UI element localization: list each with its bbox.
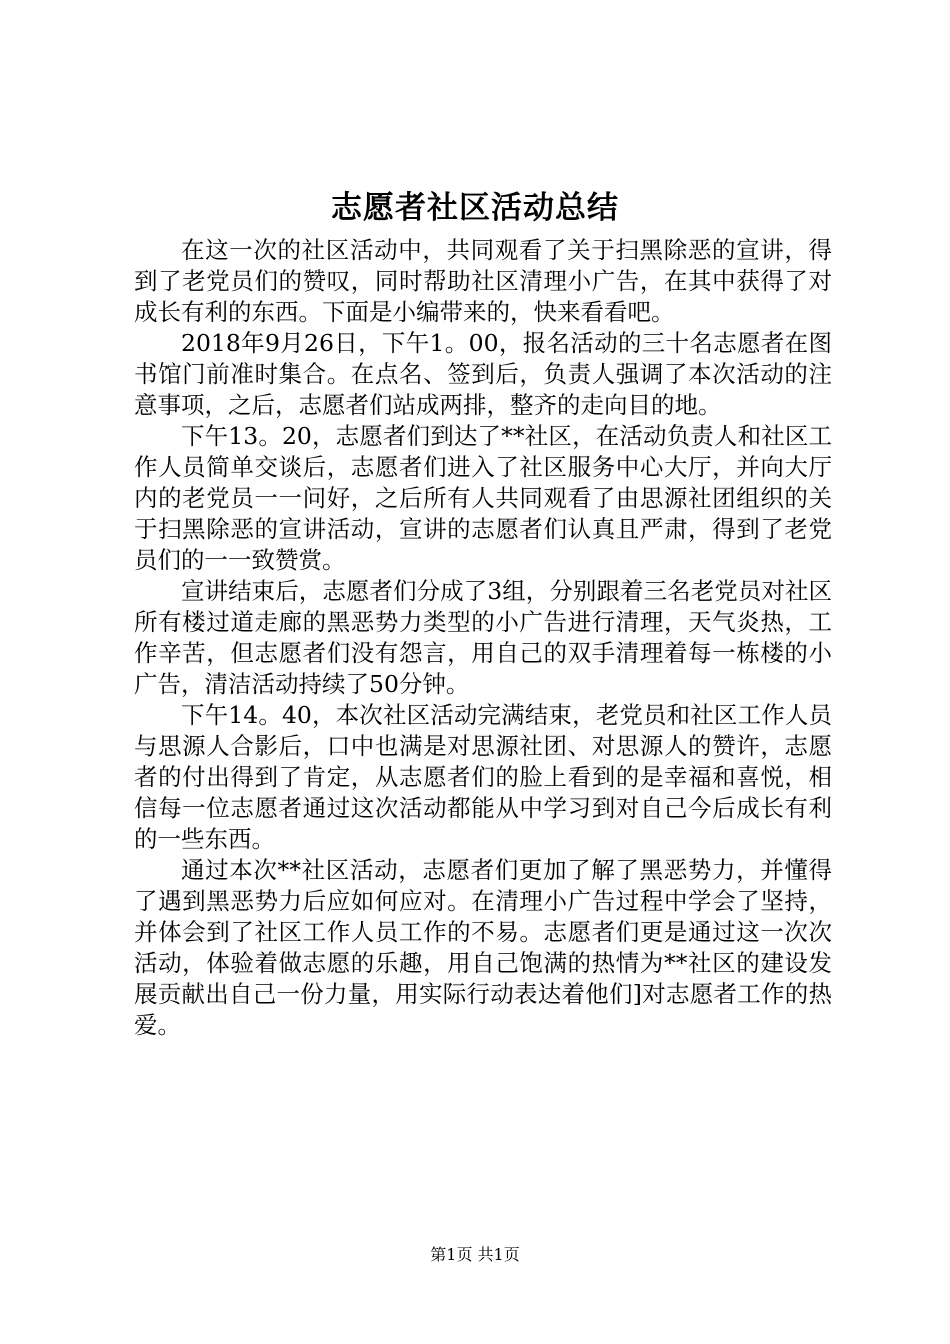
page-number-footer: 第1页 共1页	[430, 1245, 520, 1264]
paragraph-arrival: 下午13。20，志愿者们到达了**社区，在活动负责人和社区工作人员简单交谈后，志愿者们进入了社区服务中心大厅，并向大厅内的老党员一一问好，之后所有人共同观看了由思源社团组织的关于扫黑除恶的宣讲活动，宣讲的志愿者们认真且严肃，得到了老党员们的一一致赞赏。	[134, 422, 832, 574]
paragraph-summary: 通过本次**社区活动，志愿者们更加了解了黑恶势力，并懂得了遇到黑恶势力后应如何应对。在清理小广告过程中学会了坚持，并体会到了社区工作人员工作的不易。志愿者们更是通过这一次次活动，体验着做志愿的乐趣，用自己饱满的热情为**社区的建设发展贡献出自己一份力量，用实际行动表达着他们]对志愿者工作的热爱。	[134, 856, 832, 1039]
document-body	[134, 235, 832, 1041]
document-title: 志愿者社区活动总结	[331, 190, 619, 226]
paragraph-cleanup: 宣讲结束后，志愿者们分成了3组，分别跟着三名老党员对社区所有楼过道走廊的黑恶势力类型的小广告进行清理，天气炎热，工作辛苦，但志愿者们没有怨言，用自己的双手清理着每一栋楼的小广告，清洁活动持续了50分钟。	[134, 577, 832, 698]
paragraph-intro: 在这一次的社区活动中，共同观看了关于扫黑除恶的宣讲，得到了老党员们的赞叹，同时帮助社区清理小广告，在其中获得了对成长有利的东西。下面是小编带来的，快来看看吧。	[134, 236, 832, 326]
paragraph-conclusion: 下午14。40，本次社区活动完满结束，老党员和社区工作人员与思源人合影后，口中也满是对思源社团、对思源人的赞许，志愿者的付出得到了肯定，从志愿者们的脸上看到的是幸福和喜悦，相信每一位志愿者通过这次活动都能从中学习到对自己今后成长有利的一些东西。	[134, 701, 832, 853]
paragraph-assembly: 2018年9月26日，下午1。00，报名活动的三十名志愿者在图书馆门前准时集合。在点名、签到后，负责人强调了本次活动的注意事项，之后，志愿者们站成两排，整齐的走向目的地。	[134, 329, 832, 419]
